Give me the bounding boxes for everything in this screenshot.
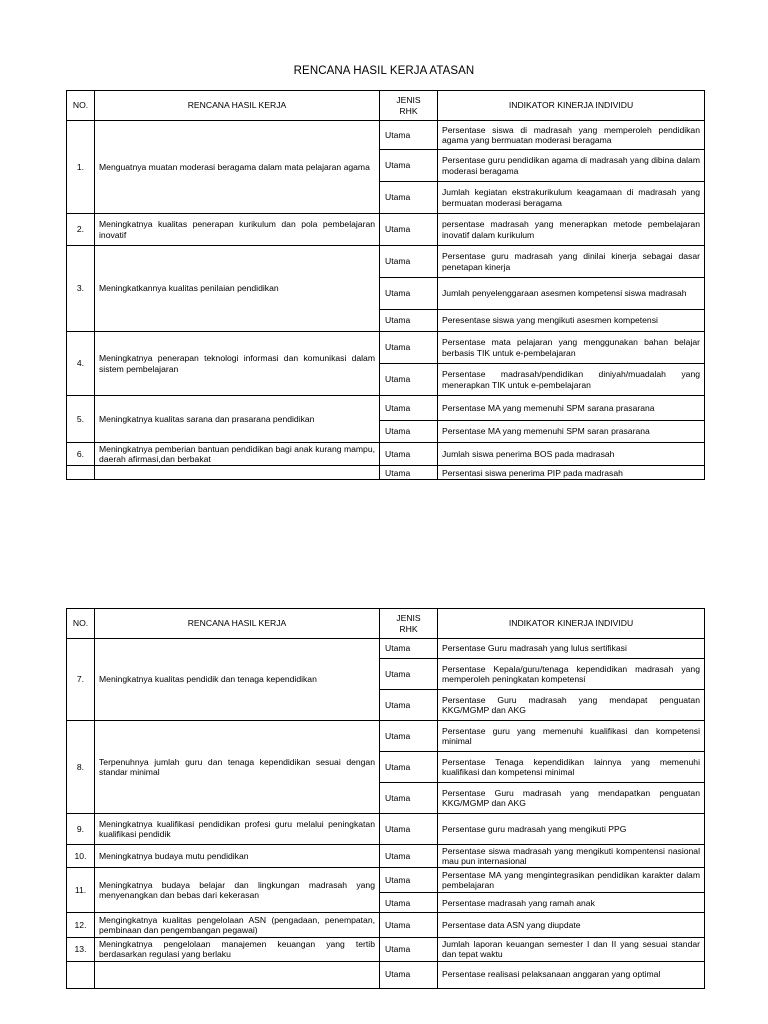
jenis-rhk: Utama	[380, 332, 438, 364]
table-row	[67, 938, 705, 961]
rencana-hasil-kerja: Meningkatnya kualitas pendidik dan tenaga kependidikan	[95, 639, 380, 721]
indikator-kinerja: Jumlah siswa penerima BOS pada madrasah	[438, 443, 705, 466]
header-jenis	[380, 609, 438, 639]
row-number	[67, 466, 95, 480]
rencana-hasil-kerja: Meningkatnya kualifikasi pendidikan profesi guru melalui peningkatan kualifikasi pendidik	[95, 814, 380, 845]
indikator-kinerja: Persentase siswa madrasah yang mengikuti kompentensi nasional mau pun internasional	[438, 845, 705, 868]
table-row	[67, 961, 705, 988]
indikator-kinerja: Persentase siswa di madrasah yang memperoleh pendidikan agama yang bermuatan moderasi beragama	[438, 121, 705, 150]
indikator-kinerja: Persentase guru madrasah yang mengikuti PPG	[438, 814, 705, 845]
header-jenis-line2: RHK	[399, 623, 418, 634]
row-number: 9.	[67, 814, 95, 845]
jenis-rhk: Utama	[380, 466, 438, 480]
rencana-hasil-kerja: Meningkatnya kualitas sarana dan prasarana pendidikan	[95, 396, 380, 443]
table-row	[67, 466, 705, 480]
rencana-hasil-kerja: Meningkatnya pemberian bantuan pendidikan bagi anak kurang mampu, daerah afirmasi,dan berbakat	[95, 443, 380, 466]
indikator-kinerja: Persentase data ASN yang diupdate	[438, 913, 705, 938]
jenis-rhk: Utama	[380, 913, 438, 938]
indikator-kinerja: Jumlah penyelenggaraan asesmen kompetensi siswa madrasah	[438, 278, 705, 310]
jenis-rhk: Utama	[380, 961, 438, 988]
table-row	[67, 121, 705, 150]
indikator-kinerja: Jumlah kegiatan ekstrakurikulum keagamaan di madrasah yang bermuatan moderasi beragama	[438, 182, 705, 214]
rencana-hasil-kerja: Meningkatnya budaya mutu pendidikan	[95, 845, 380, 868]
jenis-rhk: Utama	[380, 938, 438, 961]
table-header	[67, 609, 705, 639]
table-row	[67, 845, 705, 868]
jenis-rhk: Utama	[380, 421, 438, 443]
table-header	[67, 91, 705, 121]
rencana-hasil-kerja: Menguatnya muatan moderasi beragama dalam mata pelajaran agama	[95, 121, 380, 214]
row-number: 7.	[67, 639, 95, 721]
table-row	[67, 913, 705, 938]
row-number: 2.	[67, 214, 95, 246]
jenis-rhk: Utama	[380, 214, 438, 246]
table-row	[67, 443, 705, 466]
indikator-kinerja: Persentase guru madrasah yang dinilai kinerja sebagai dasar penetapan kinerja	[438, 246, 705, 278]
jenis-rhk: Utama	[380, 690, 438, 721]
row-number: 3.	[67, 246, 95, 332]
table-row	[67, 332, 705, 364]
row-number: 12.	[67, 913, 95, 938]
row-number: 11.	[67, 868, 95, 913]
header-jenis-line1: JENIS	[396, 613, 421, 624]
table-row	[67, 721, 705, 752]
row-number: 13.	[67, 938, 95, 961]
header-jenis	[380, 91, 438, 121]
row-number: 10.	[67, 845, 95, 868]
row-number: 6.	[67, 443, 95, 466]
rencana-hasil-kerja: Terpenuhnya jumlah guru dan tenaga kependidikan sesuai dengan standar minimal	[95, 721, 380, 814]
indikator-kinerja: Persentase guru yang memenuhi kualifikasi dan kompetensi minimal	[438, 721, 705, 752]
indikator-kinerja: Persentase MA yang memenuhi SPM saran prasarana	[438, 421, 705, 443]
header-indikator: INDIKATOR KINERJA INDIVIDU	[438, 609, 705, 639]
rhk-table-2	[66, 608, 705, 989]
rencana-hasil-kerja: Meningkatkannya kualitas penilaian pendidikan	[95, 246, 380, 332]
rencana-hasil-kerja: Meningkatnya kualitas penerapan kurikulum dan pola pembelajaran inovatif	[95, 214, 380, 246]
jenis-rhk: Utama	[380, 659, 438, 690]
indikator-kinerja: Persentase MA yang mengintegrasikan pendidikan karakter dalam pembelajaran	[438, 868, 705, 893]
rencana-hasil-kerja: Mengingkatnya kualitas pengelolaan ASN (pengadaan, penempatan, pembinaan dan pengembangan pegawai)	[95, 913, 380, 938]
jenis-rhk: Utama	[380, 364, 438, 396]
row-number: 8.	[67, 721, 95, 814]
header-no: NO.	[67, 91, 95, 121]
rencana-hasil-kerja: Meningkatnya budaya belajar dan lingkungan madrasah yang menyenangkan dan bebas dari kekerasan	[95, 868, 380, 913]
header-indikator: INDIKATOR KINERJA INDIVIDU	[438, 91, 705, 121]
indikator-kinerja: Persentasi siswa penerima PIP pada madrasah	[438, 466, 705, 480]
jenis-rhk: Utama	[380, 121, 438, 150]
row-number	[67, 961, 95, 988]
indikator-kinerja: Persentase madrasah/pendidikan diniyah/muadalah yang menerapkan TIK untuk e-pembelajaran	[438, 364, 705, 396]
jenis-rhk: Utama	[380, 443, 438, 466]
table-row	[67, 246, 705, 278]
rhk-table-1	[66, 90, 705, 480]
jenis-rhk: Utama	[380, 246, 438, 278]
jenis-rhk: Utama	[380, 868, 438, 893]
indikator-kinerja: Persentase Guru madrasah yang mendapat penguatan KKG/MGMP dan AKG	[438, 690, 705, 721]
indikator-kinerja: Persentase guru pendidikan agama di madrasah yang dibina dalam moderasi beragama	[438, 150, 705, 182]
jenis-rhk: Utama	[380, 310, 438, 332]
row-number: 1.	[67, 121, 95, 214]
jenis-rhk: Utama	[380, 278, 438, 310]
table-row	[67, 814, 705, 845]
table-row	[67, 639, 705, 659]
table-row	[67, 214, 705, 246]
indikator-kinerja: Persentase Guru madrasah yang mendapatkan penguatan KKG/MGMP dan AKG	[438, 783, 705, 814]
table-body	[67, 121, 705, 480]
header-no: NO.	[67, 609, 95, 639]
table-row	[67, 396, 705, 421]
header-rhk: RENCANA HASIL KERJA	[95, 609, 380, 639]
indikator-kinerja: Persentase Guru madrasah yang lulus sertifikasi	[438, 639, 705, 659]
indikator-kinerja: Jumlah laporan keuangan semester I dan II yang sesuai standar dan tepat waktu	[438, 938, 705, 961]
jenis-rhk: Utama	[380, 893, 438, 913]
header-jenis-line2: RHK	[399, 105, 418, 116]
jenis-rhk: Utama	[380, 721, 438, 752]
jenis-rhk: Utama	[380, 396, 438, 421]
rencana-hasil-kerja: Meningkatnya penerapan teknologi informasi dan komunikasi dalam sistem pembelajaran	[95, 332, 380, 396]
indikator-kinerja: Persentase realisasi pelaksanaan anggaran yang optimal	[438, 961, 705, 988]
header-jenis-line1: JENIS	[396, 95, 421, 106]
page-title: RENCANA HASIL KERJA ATASAN	[293, 65, 475, 77]
indikator-kinerja: Persentase Tenaga kependidikan lainnya yang memenuhi kualifikasi dan kompetensi minimal	[438, 752, 705, 783]
rencana-hasil-kerja	[95, 466, 380, 480]
indikator-kinerja: persentase madrasah yang menerapkan metode pembelajaran inovatif dalam kurikulum	[438, 214, 705, 246]
indikator-kinerja: Persentase Kepala/guru/tenaga kependidikan madrasah yang memperoleh peningkatan kompetensi	[438, 659, 705, 690]
jenis-rhk: Utama	[380, 752, 438, 783]
jenis-rhk: Utama	[380, 845, 438, 868]
table-row	[67, 868, 705, 893]
header-rhk: RENCANA HASIL KERJA	[95, 91, 380, 121]
jenis-rhk: Utama	[380, 639, 438, 659]
jenis-rhk: Utama	[380, 182, 438, 214]
row-number: 5.	[67, 396, 95, 443]
row-number: 4.	[67, 332, 95, 396]
jenis-rhk: Utama	[380, 783, 438, 814]
indikator-kinerja: Persentase mata pelajaran yang menggunakan bahan belajar berbasis TIK untuk e-pembelajaran	[438, 332, 705, 364]
indikator-kinerja: Persentase madrasah yang ramah anak	[438, 893, 705, 913]
indikator-kinerja: Peresentase siswa yang mengikuti asesmen kompetensi	[438, 310, 705, 332]
jenis-rhk: Utama	[380, 814, 438, 845]
rencana-hasil-kerja	[95, 961, 380, 988]
table-body	[67, 639, 705, 989]
rencana-hasil-kerja: Meningkatnya pengelolaan manajemen keuangan yang tertib berdasarkan regulasi yang berlaku	[95, 938, 380, 961]
indikator-kinerja: Persentase MA yang memenuhi SPM sarana prasarana	[438, 396, 705, 421]
jenis-rhk: Utama	[380, 150, 438, 182]
